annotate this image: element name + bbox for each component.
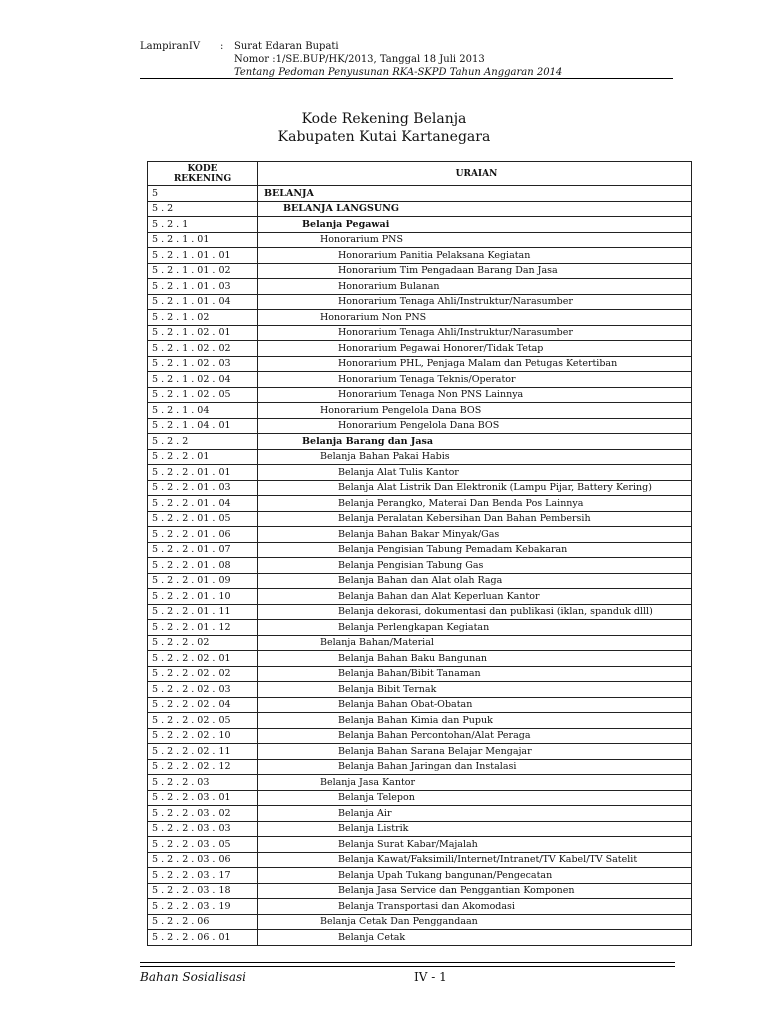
footer-label: Bahan Sosialisasi (140, 970, 246, 984)
table-row (148, 558, 692, 574)
account-code-cell: 5 . 2 . 2 . 03 (148, 775, 258, 791)
account-code-cell: 5 . 2 . 2 . 03 . 17 (148, 868, 258, 884)
table-row (148, 310, 692, 326)
table-row (148, 387, 692, 403)
account-code-cell: 5 . 2 . 2 . 01 . 04 (148, 496, 258, 512)
page-title: Kode Rekening Belanja (301, 111, 467, 127)
account-code-cell: 5 . 2 . 2 . 03 . 06 (148, 852, 258, 868)
description-cell: Belanja Pengisian Tabung Pemadam Kebakaran (258, 542, 692, 558)
account-code-cell: 5 . 2 . 2 . 02 . 02 (148, 666, 258, 682)
table-row (148, 232, 692, 248)
table-row (148, 434, 692, 450)
description-cell: Belanja Bahan Baku Bangunan (258, 651, 692, 667)
table-row (148, 868, 692, 884)
description-cell: Honorarium Non PNS (258, 310, 692, 326)
table-row (148, 356, 692, 372)
description-cell: Belanja Bahan Percontohan/Alat Peraga (258, 728, 692, 744)
table-row (148, 697, 692, 713)
description-cell: Belanja Pegawai (258, 217, 692, 233)
page-number: IV - 1 (414, 970, 447, 984)
account-code-cell: 5 . 2 (148, 201, 258, 217)
account-code-cell: 5 . 2 . 2 . 01 . 09 (148, 573, 258, 589)
account-code-cell: 5 . 2 . 1 . 01 (148, 232, 258, 248)
description-cell: Honorarium Pegawai Honorer/Tidak Tetap (258, 341, 692, 357)
account-code-cell: 5 . 2 . 2 . 02 (148, 635, 258, 651)
description-cell: Belanja Bahan Sarana Belajar Mengajar (258, 744, 692, 760)
table-row (148, 465, 692, 481)
description-cell: Honorarium Tenaga Non PNS Lainnya (258, 387, 692, 403)
description-cell: Belanja Pengisian Tabung Gas (258, 558, 692, 574)
account-code-cell: 5 . 2 . 2 . 03 . 02 (148, 806, 258, 822)
table-row (148, 821, 692, 837)
table-row (148, 418, 692, 434)
header-line-1: Surat Edaran Bupati (234, 41, 339, 52)
table-row (148, 713, 692, 729)
table-row (148, 449, 692, 465)
account-code-table (147, 161, 692, 946)
account-code-cell: 5 (148, 186, 258, 202)
description-cell: Belanja Bahan/Material (258, 635, 692, 651)
description-cell: Belanja Listrik (258, 821, 692, 837)
description-cell: Belanja Cetak (258, 930, 692, 946)
description-cell: Honorarium Bulanan (258, 279, 692, 295)
description-cell: Belanja Peralatan Kebersihan Dan Bahan Pembersih (258, 511, 692, 527)
account-code-cell: 5 . 2 . 2 . 06 . 01 (148, 930, 258, 946)
account-code-cell: 5 . 2 . 2 . 03 . 05 (148, 837, 258, 853)
account-code-cell: 5 . 2 . 1 . 01 . 02 (148, 263, 258, 279)
column-header-description: URAIAN (258, 162, 692, 186)
account-code-cell: 5 . 2 . 2 . 06 (148, 914, 258, 930)
account-code-cell: 5 . 2 . 1 . 02 . 05 (148, 387, 258, 403)
account-code-cell: 5 . 2 . 2 . 01 . 06 (148, 527, 258, 543)
table-row (148, 217, 692, 233)
description-cell: Belanja Bahan Pakai Habis (258, 449, 692, 465)
table-row (148, 728, 692, 744)
description-cell: Honorarium Pengelola Dana BOS (258, 403, 692, 419)
table-row (148, 744, 692, 760)
table-row (148, 186, 692, 202)
table-row (148, 341, 692, 357)
description-cell: Honorarium Panitia Pelaksana Kegiatan (258, 248, 692, 264)
description-cell: Belanja Air (258, 806, 692, 822)
account-code-cell: 5 . 2 . 2 . 01 . 08 (148, 558, 258, 574)
description-cell: Belanja Transportasi dan Akomodasi (258, 899, 692, 915)
account-code-cell: 5 . 2 . 2 . 01 . 12 (148, 620, 258, 636)
account-code-cell: 5 . 2 . 2 . 02 . 01 (148, 651, 258, 667)
description-cell: BELANJA LANGSUNG (258, 201, 692, 217)
header-divider (140, 78, 673, 79)
table-row (148, 790, 692, 806)
table-row (148, 651, 692, 667)
account-code-cell: 5 . 2 . 2 . 02 . 11 (148, 744, 258, 760)
description-cell: Belanja Bahan/Bibit Tanaman (258, 666, 692, 682)
footer-divider-2 (140, 966, 675, 967)
table-row (148, 759, 692, 775)
description-cell: Belanja Alat Tulis Kantor (258, 465, 692, 481)
description-cell: Belanja Bahan Bakar Minyak/Gas (258, 527, 692, 543)
description-cell: Belanja Perangko, Materai Dan Benda Pos Lainnya (258, 496, 692, 512)
description-cell: Belanja Jasa Service dan Penggantian Komponen (258, 883, 692, 899)
account-code-cell: 5 . 2 . 1 . 04 . 01 (148, 418, 258, 434)
table-row (148, 666, 692, 682)
column-header-code: KODE REKENING (148, 162, 258, 186)
table-row (148, 511, 692, 527)
description-cell: Belanja Barang dan Jasa (258, 434, 692, 450)
table-row (148, 682, 692, 698)
account-code-cell: 5 . 2 . 1 . 01 . 01 (148, 248, 258, 264)
table-row (148, 496, 692, 512)
description-cell: Belanja Surat Kabar/Majalah (258, 837, 692, 853)
table-row (148, 372, 692, 388)
page-subtitle: Kabupaten Kutai Kartanegara (277, 129, 491, 145)
description-cell: Honorarium Tenaga Ahli/Instruktur/Narasumber (258, 325, 692, 341)
description-cell: Honorarium Tim Pengadaan Barang Dan Jasa (258, 263, 692, 279)
header-line-3: Tentang Pedoman Penyusunan RKA-SKPD Tahun Anggaran 2014 (234, 67, 563, 78)
description-cell: Honorarium PHL, Penjaga Malam dan Petugas Ketertiban (258, 356, 692, 372)
document-header (140, 40, 562, 79)
table-row (148, 542, 692, 558)
account-code-cell: 5 . 2 . 2 . 02 . 05 (148, 713, 258, 729)
description-cell: Honorarium Pengelola Dana BOS (258, 418, 692, 434)
description-cell: Belanja Bahan dan Alat Keperluan Kantor (258, 589, 692, 605)
footer-divider (140, 962, 675, 963)
table-row (148, 914, 692, 930)
table-row (148, 837, 692, 853)
table-row (148, 930, 692, 946)
description-cell: Belanja Bahan dan Alat olah Raga (258, 573, 692, 589)
account-code-cell: 5 . 2 . 2 . 02 . 12 (148, 759, 258, 775)
table-row (148, 263, 692, 279)
account-code-cell: 5 . 2 . 2 . 03 . 19 (148, 899, 258, 915)
account-code-cell: 5 . 2 . 2 . 01 . 03 (148, 480, 258, 496)
account-code-cell: 5 . 2 . 2 . 03 . 03 (148, 821, 258, 837)
table-header-row (148, 162, 692, 186)
table-row (148, 248, 692, 264)
account-code-cell: 5 . 2 . 2 . 01 (148, 449, 258, 465)
table-row (148, 294, 692, 310)
description-cell: BELANJA (258, 186, 692, 202)
table-row (148, 325, 692, 341)
description-cell: Belanja Alat Listrik Dan Elektronik (Lampu Pijar, Battery Kering) (258, 480, 692, 496)
account-code-cell: 5 . 2 . 2 . 01 . 05 (148, 511, 258, 527)
description-cell: Belanja Bahan Jaringan dan Instalasi (258, 759, 692, 775)
account-code-cell: 5 . 2 . 2 . 02 . 03 (148, 682, 258, 698)
table-row (148, 620, 692, 636)
account-code-cell: 5 . 2 . 1 . 01 . 04 (148, 294, 258, 310)
header-line-2: Nomor :1/SE.BUP/HK/2013, Tanggal 18 Juli 2013 (234, 54, 485, 65)
account-code-cell: 5 . 2 . 2 . 03 . 01 (148, 790, 258, 806)
header-colon: : (220, 41, 224, 52)
description-cell: Belanja Bibit Ternak (258, 682, 692, 698)
account-code-cell: 5 . 2 . 1 . 02 . 02 (148, 341, 258, 357)
description-cell: Belanja Cetak Dan Penggandaan (258, 914, 692, 930)
account-code-cell: 5 . 2 . 2 . 01 . 01 (148, 465, 258, 481)
table-row (148, 573, 692, 589)
table-row (148, 480, 692, 496)
account-code-cell: 5 . 2 . 1 . 04 (148, 403, 258, 419)
description-cell: Belanja dekorasi, dokumentasi dan publikasi (iklan, spanduk dlll) (258, 604, 692, 620)
table-row (148, 852, 692, 868)
table-row (148, 527, 692, 543)
table-row (148, 899, 692, 915)
account-code-cell: 5 . 2 . 1 . 02 . 01 (148, 325, 258, 341)
attachment-label: LampiranIV (140, 41, 201, 52)
table-row (148, 201, 692, 217)
account-code-cell: 5 . 2 . 1 . 02 . 03 (148, 356, 258, 372)
description-cell: Honorarium Tenaga Teknis/Operator (258, 372, 692, 388)
account-code-cell: 5 . 2 . 2 . 03 . 18 (148, 883, 258, 899)
account-code-cell: 5 . 2 . 1 . 01 . 03 (148, 279, 258, 295)
account-code-cell: 5 . 2 . 2 . 02 . 04 (148, 697, 258, 713)
account-code-cell: 5 . 2 . 1 . 02 . 04 (148, 372, 258, 388)
account-code-cell: 5 . 2 . 2 (148, 434, 258, 450)
table-row (148, 403, 692, 419)
account-code-cell: 5 . 2 . 2 . 01 . 11 (148, 604, 258, 620)
description-cell: Belanja Bahan Obat-Obatan (258, 697, 692, 713)
account-code-cell: 5 . 2 . 2 . 01 . 07 (148, 542, 258, 558)
description-cell: Belanja Telepon (258, 790, 692, 806)
table-body (148, 186, 692, 946)
table-row (148, 279, 692, 295)
account-code-cell: 5 . 2 . 1 (148, 217, 258, 233)
table-row (148, 635, 692, 651)
account-code-cell: 5 . 2 . 2 . 02 . 10 (148, 728, 258, 744)
table-row (148, 775, 692, 791)
table-row (148, 604, 692, 620)
table-row (148, 806, 692, 822)
description-cell: Belanja Kawat/Faksimili/Internet/Intranet/TV Kabel/TV Satelit (258, 852, 692, 868)
account-code-cell: 5 . 2 . 2 . 01 . 10 (148, 589, 258, 605)
description-cell: Belanja Bahan Kimia dan Pupuk (258, 713, 692, 729)
table-row (148, 883, 692, 899)
description-cell: Honorarium Tenaga Ahli/Instruktur/Narasumber (258, 294, 692, 310)
account-code-cell: 5 . 2 . 1 . 02 (148, 310, 258, 326)
description-cell: Belanja Jasa Kantor (258, 775, 692, 791)
description-cell: Belanja Perlengkapan Kegiatan (258, 620, 692, 636)
table-row (148, 589, 692, 605)
description-cell: Honorarium PNS (258, 232, 692, 248)
description-cell: Belanja Upah Tukang bangunan/Pengecatan (258, 868, 692, 884)
